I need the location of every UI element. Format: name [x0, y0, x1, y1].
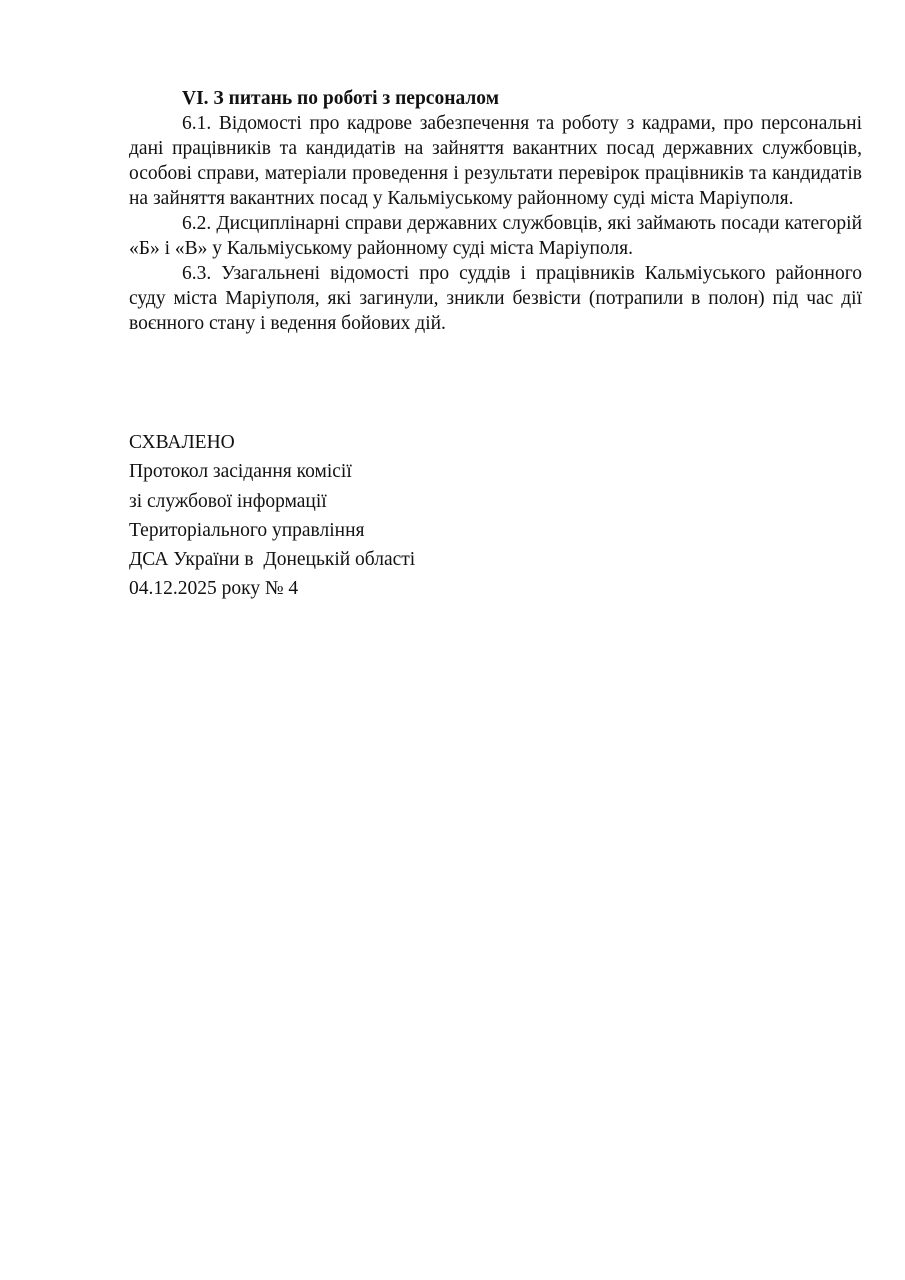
approval-department: Територіального управління	[129, 519, 365, 541]
approval-date: 04.12.2025 року № 4	[129, 578, 299, 600]
section-heading: VI. З питань по роботі з персоналом	[182, 88, 499, 109]
approval-organization: ДСА України в Донецькій області	[129, 549, 416, 571]
item-6-1: 6.1. Відомості про кадрове забезпечення та роботу з кадрами, про персональні дані працівників та кандидатів на зайняття вакантних посад державних службовців, особові справи, матеріали проведення і результати перевірок працівників та кандидатів на зайняття вакантних посад у Кальміуському районному суді міста Маріуполя.	[129, 113, 862, 209]
section-personnel	[129, 86, 862, 336]
approval-protocol: Протокол засідання комісії	[129, 461, 352, 483]
approval-block	[129, 428, 415, 604]
approval-title: СХВАЛЕНО	[129, 432, 235, 453]
item-6-3: 6.3. Узагальнені відомості про суддів і працівників Кальміуського районного суду міста Маріуполя, які загинули, зникли безвісти (потрапили в полон) під час дії воєнного стану і ведення бойових дій.	[129, 263, 862, 334]
approval-commission: зі службової інформації	[129, 490, 327, 512]
item-6-2: 6.2. Дисциплінарні справи державних службовців, які займають посади категорій «Б» і «В» у Кальміуському районному суді міста Маріуполя.	[129, 213, 862, 259]
